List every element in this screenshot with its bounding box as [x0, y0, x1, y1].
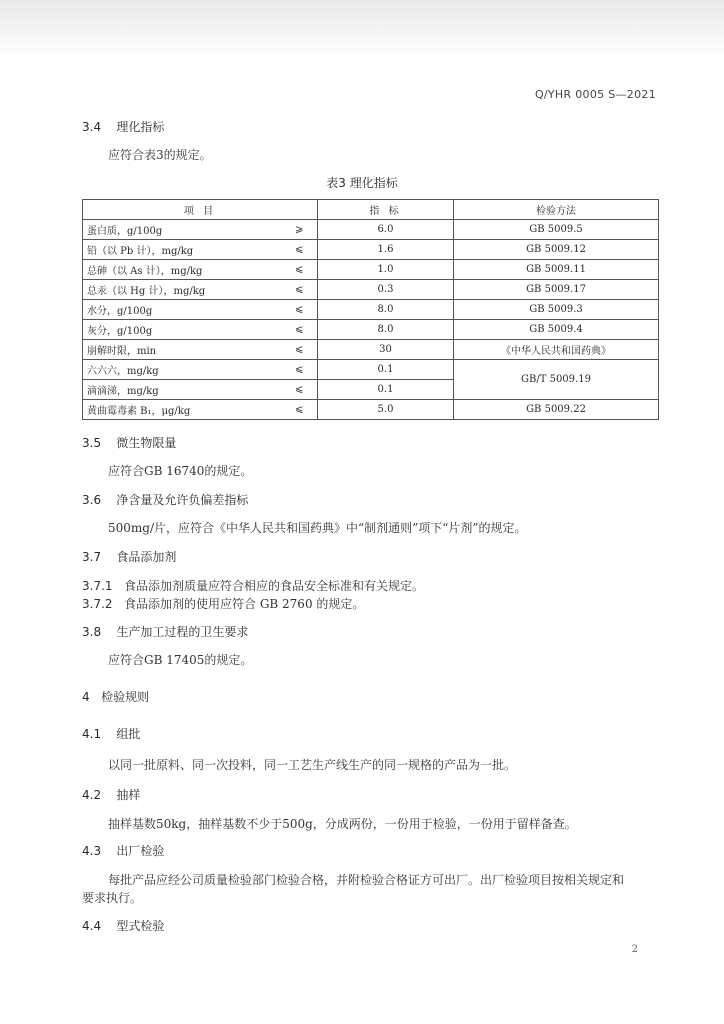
table-row	[83, 320, 659, 340]
item-cell: 蛋白质，g/100g	[83, 220, 282, 240]
item-cell: 水分，g/100g	[83, 300, 282, 320]
table-header-row	[83, 200, 659, 220]
section-number: 4.4	[82, 919, 102, 933]
section-3-7-heading	[82, 548, 176, 565]
section-4-1-heading	[82, 725, 140, 742]
standard-code: Q/YHR 0005 S—2021	[534, 88, 656, 101]
value-cell: 8.0	[318, 300, 454, 320]
item-cell: 黄曲霉毒素 B₁，μg/kg	[83, 400, 282, 420]
clause-text: 食品添加剂的使用应符合 GB 2760 的规定。	[124, 597, 365, 611]
method-cell: GB 5009.3	[454, 300, 659, 320]
section-title: 净含量及允许负偏差指标	[116, 493, 249, 507]
item-cell: 铅（以 Pb 计），mg/kg	[83, 240, 282, 260]
method-cell: GB 5009.12	[454, 240, 659, 260]
section-4-1-body: 以同一批原料、同一次投料，同一工艺生产线生产的同一规格的产品为一批。	[108, 758, 517, 772]
section-number: 3.4	[82, 120, 102, 134]
clause-number: 3.7.2	[82, 597, 113, 611]
item-cell: 总砷（以 As 计），mg/kg	[83, 260, 282, 280]
section-3-5-body: 应符合GB 16740的规定。	[108, 464, 253, 478]
table-header: 指 标	[318, 200, 454, 220]
value-cell: 1.0	[318, 260, 454, 280]
comparator-cell: ⩽	[282, 240, 318, 260]
section-title: 微生物限量	[116, 436, 177, 450]
section-title: 抽样	[116, 788, 141, 802]
comparator-cell: ⩽	[282, 380, 318, 400]
item-cell: 滴滴涕，mg/kg	[83, 380, 282, 400]
comparator-cell: ⩽	[282, 340, 318, 360]
section-title: 型式检验	[116, 919, 165, 933]
page-number: 2	[631, 944, 638, 955]
value-cell: 5.0	[318, 400, 454, 420]
value-cell: 0.3	[318, 280, 454, 300]
method-cell: GB 5009.4	[454, 320, 659, 340]
table-header: 项 目	[83, 200, 318, 220]
section-number: 4.2	[82, 788, 102, 802]
comparator-cell: ⩽	[282, 300, 318, 320]
section-3-8-body: 应符合GB 17405的规定。	[108, 653, 253, 667]
value-cell: 1.6	[318, 240, 454, 260]
comparator-cell: ⩽	[282, 400, 318, 420]
method-cell: GB 5009.17	[454, 280, 659, 300]
section-3-6-body: 500mg/片，应符合《中华人民共和国药典》中“制剂通则”项下“片剂”的规定。	[108, 521, 527, 535]
table-header: 检验方法	[454, 200, 659, 220]
table-row	[83, 260, 659, 280]
chapter-4-heading	[82, 688, 149, 705]
section-number: 3.6	[82, 493, 102, 507]
section-4-3-heading	[82, 842, 164, 859]
value-cell: 0.1	[318, 360, 454, 380]
table-caption: 表3 理化指标	[326, 176, 398, 190]
clause-number: 3.7.1	[82, 579, 113, 593]
table-row	[83, 220, 659, 240]
section-3-8-heading	[82, 623, 248, 640]
comparator-cell: ⩽	[282, 320, 318, 340]
comparator-cell: ⩽	[282, 260, 318, 280]
table-row	[83, 360, 659, 380]
section-4-4-heading	[82, 917, 164, 934]
section-3-7-2	[82, 595, 364, 612]
section-4-3-body-line-1: 每批产品应经公司质量检验部门检验合格，并附检验合格证方可出厂。出厂检验项目按相关规定和	[108, 873, 625, 887]
value-cell: 6.0	[318, 220, 454, 240]
section-4-3-body-line-2: 要求执行。	[82, 891, 143, 905]
table-row	[83, 340, 659, 360]
comparator-cell: ⩽	[282, 360, 318, 380]
table-row	[83, 240, 659, 260]
method-cell: GB 5009.11	[454, 260, 659, 280]
section-number: 3.7	[82, 550, 102, 564]
section-3-5-heading	[82, 434, 176, 451]
method-cell: 《中华人民共和国药典》	[454, 340, 659, 360]
section-number: 4.1	[82, 727, 102, 741]
section-number: 3.8	[82, 625, 102, 639]
table-row	[83, 400, 659, 420]
comparator-cell: ⩽	[282, 280, 318, 300]
value-cell: 8.0	[318, 320, 454, 340]
section-4-2-body: 抽样基数50kg，抽样基数不少于500g，分成两份，一份用于检验，一份用于留样备查。	[108, 817, 577, 831]
section-number: 4.3	[82, 844, 102, 858]
section-3-7-1	[82, 577, 424, 594]
item-cell: 崩解时限，min	[83, 340, 282, 360]
clause-text: 食品添加剂质量应符合相应的食品安全标准和有关规定。	[124, 579, 425, 593]
table-row	[83, 280, 659, 300]
item-cell: 六六六，mg/kg	[83, 360, 282, 380]
method-cell: GB 5009.22	[454, 400, 659, 420]
value-cell: 0.1	[318, 380, 454, 400]
item-cell: 灰分，g/100g	[83, 320, 282, 340]
section-4-2-heading	[82, 786, 140, 803]
method-cell: GB 5009.5	[454, 220, 659, 240]
section-title: 生产加工过程的卫生要求	[116, 625, 249, 639]
value-cell: 30	[318, 340, 454, 360]
section-number: 3.5	[82, 436, 102, 450]
section-3-6-heading	[82, 491, 248, 508]
method-cell: GB/T 5009.19	[454, 360, 659, 400]
section-title: 组批	[116, 727, 141, 741]
item-cell: 总汞（以 Hg 计），mg/kg	[83, 280, 282, 300]
section-title: 食品添加剂	[116, 550, 177, 564]
scan-top-shade	[0, 0, 724, 60]
section-title: 出厂检验	[116, 844, 165, 858]
section-number: 4	[82, 690, 90, 704]
comparator-cell: ⩾	[282, 220, 318, 240]
physicochemical-table	[82, 199, 659, 420]
section-title: 检验规则	[101, 690, 150, 704]
section-3-4-heading	[82, 118, 164, 135]
table-row	[83, 300, 659, 320]
section-3-4-body: 应符合表3的规定。	[108, 148, 212, 162]
section-title: 理化指标	[116, 120, 165, 134]
